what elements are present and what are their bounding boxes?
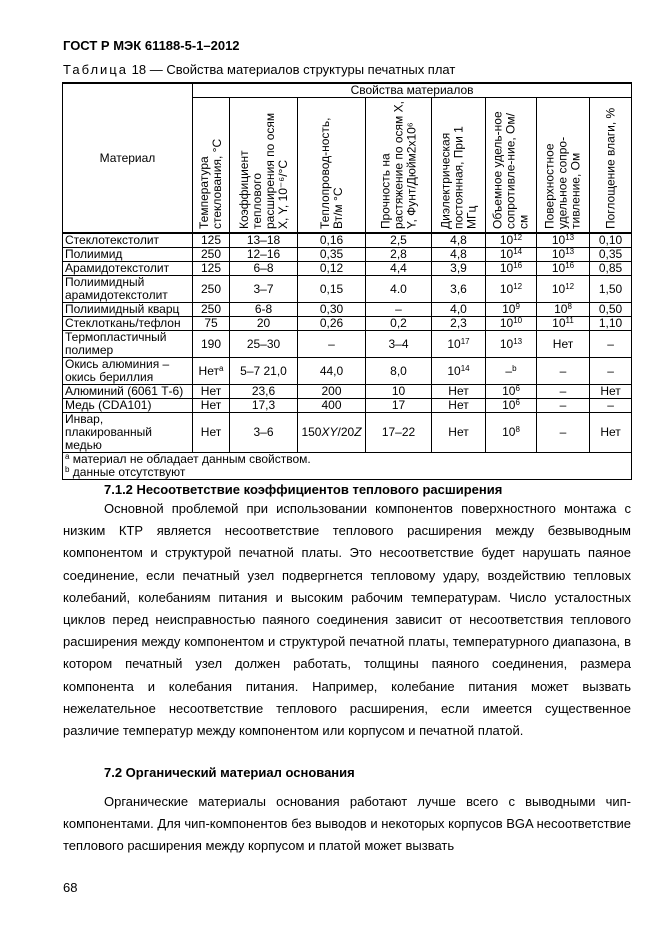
- document-header: ГОСТ Р МЭК 61188-5-1–2012: [63, 38, 240, 53]
- table-row: Инвар, плакированный медью Нет 3–6 150XY/20Z 17–22 Нет $10^8$ – Нет: [63, 413, 632, 453]
- table-row: Медь (CDA101) Нет 17,3 400 17 Нет $10^6$ – –: [63, 399, 632, 413]
- table-row: Полиимид 250 12–16 0,35 2,8 4,8 $10^{14}$ $10^{13}$ 0,35: [63, 248, 632, 262]
- table-caption: [63, 62, 455, 77]
- col-header-dielectric-constant: Диэлектрическая постоянная, При 1 МГц: [432, 98, 486, 234]
- section-heading-7-1-2: 7.1.2 Несоответствие коэффициентов теплового расширения: [104, 482, 503, 497]
- col-header-glass-transition: Температура стеклования, °С: [193, 98, 230, 234]
- col-header-volume-resistivity: Объемное удель-ное сопротивле-ние, Ом/см: [486, 98, 537, 234]
- materials-table: [62, 82, 632, 480]
- col-header-thermal-conductivity: Теплопровод-ность, Вт/м °С: [298, 98, 366, 234]
- table-row: Окись алюминия – окись бериллия Нет$^а$ 5–7 21,0 44,0 8,0 $10^{14}$ –$^b$ – –: [63, 358, 632, 385]
- section-7-2-paragraph: Органические материалы основания работают лучше всего с выводными чип-компонентами. Для чип-компонентов без выводов и некоторых корпусов BGA несоответствие теплового расширения между корпусом и платой может вызвать: [63, 794, 631, 854]
- caption-number: 18: [131, 62, 147, 77]
- table-row: Полиимидный кварц 250 6-8 0,30 – 4,0 $10^9$ $10^8$ 0,50: [63, 303, 632, 317]
- col-header-moisture-absorption: Поглощение влаги, %: [590, 98, 632, 234]
- table-row: Алюминий (6061 Т-6) Нет 23,6 200 10 Нет $10^6$ – Нет: [63, 385, 632, 399]
- table-footnotes: [63, 453, 632, 480]
- col-header-surface-resistivity: Поверхностное удельное сопро-тивление, Ом: [537, 98, 590, 234]
- properties-group-header: Свойства материалов: [193, 83, 632, 98]
- page-number: 68: [63, 880, 78, 895]
- table-row: Арамидотекстолит 125 6–8 0,12 4,4 3,9 $10^{16}$ $10^{16}$ 0,85: [63, 262, 632, 276]
- material-header: Материал: [63, 83, 193, 233]
- section-heading-7-2: 7.2 Органический материал основания: [104, 765, 355, 780]
- caption-title: Свойства материалов структуры печатных плат: [166, 62, 456, 77]
- caption-prefix: Таблица: [63, 62, 128, 77]
- table-row: Стеклотекстолит 125 13–18 0,16 2,5 4,8 $10^{12}$ $10^{13}$ 0,10: [63, 233, 632, 248]
- footnote-a: $^а$ материал не обладает данным свойством.: [65, 452, 311, 466]
- col-header-cte: Коэффициент теплового расширения по осям X, Y, 10⁻⁶/°С: [230, 98, 298, 234]
- col-header-tensile-strength: Прочность на растяжение по осям X, Y, Фунт/Дюйм2x10⁶: [366, 98, 432, 234]
- section-7-1-2-paragraph: Основной проблемой при использовании компонентов поверхностного монтажа с низким КТР является несоответствие теплового расширения между безвыводным компонентом и структурой печатной платы. Это несоответствие будет нарушать паяное соединение, если печатный узел подвергнется тепловому удару, воздействию тепловых колебаний, колебаниям питания и высоким рабочим температурам. Число усталостных циклов перед неисправностью паяного соединения зависит от несоответствия теплового расширения между компонентом и структурой печатной платы, температурного диапазона, в котором печатный узел должен работать, толщины паяного соединения, размера компонента и колебания питания. Например, колебание питания может вызвать нежелательное несоответствие теплового расширения, если имеется существенное различие температур между компонентом или корпусом и печатной платой.: [63, 501, 631, 739]
- table-row: Термопластичный полимер 190 25–30 – 3–4 $10^{17}$ $10^{13}$ Нет –: [63, 331, 632, 358]
- caption-dash: —: [149, 62, 163, 77]
- table-row: Стеклоткань/тефлон 75 20 0,26 0,2 2,3 $10^{10}$ $10^{11}$ 1,10: [63, 317, 632, 331]
- footnote-b: $^b$ данные отсутствуют: [65, 465, 186, 479]
- table-row: Полиимидный арамидотекстолит 250 3–7 0,15 4.0 3,6 $10^{12}$ $10^{12}$ 1,50: [63, 276, 632, 303]
